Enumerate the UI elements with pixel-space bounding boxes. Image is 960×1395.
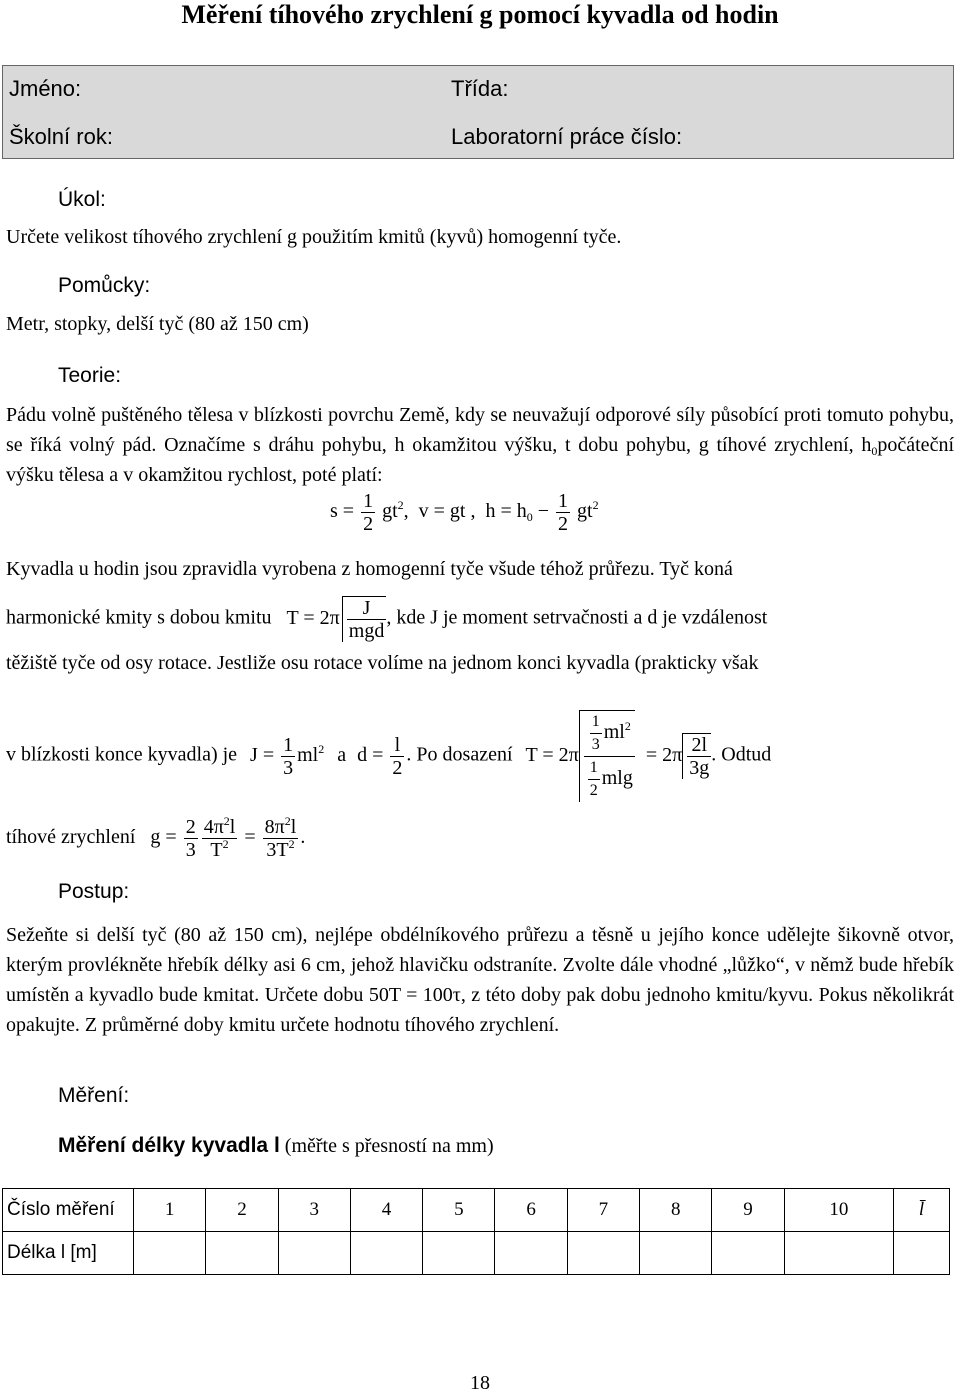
student-info-box bbox=[2, 65, 954, 159]
length-measurement-table bbox=[2, 1188, 950, 1275]
table-header-cell: 2 bbox=[206, 1189, 278, 1232]
tools-text: Metr, stopky, delší tyč (80 až 150 cm) bbox=[6, 313, 309, 335]
table-header-cell: 1 bbox=[134, 1189, 206, 1232]
substitution-line: v blízkosti konce kyvadla) je J = $\frac{1}{3}$ $ml^2$ a d = $\frac{l}{2}$ . Po dosazení T = 2π $\frac{1}{3}$ $ml^2$ $\frac{1}{2}$ mlg = 2π $\frac{2l}{3g}$ . Odtud bbox=[6, 710, 954, 802]
theory-paragraph-4: těžiště tyče od osy rotace. Jestliže osu rotace volíme na jednom konci kyvadla (prakticky však bbox=[6, 652, 759, 674]
measurement-heading: Měření: bbox=[58, 1084, 130, 1107]
measurement-subheading: Měření délky kyvadla l (měřte s přesností na mm) bbox=[58, 1134, 494, 1157]
table-header-cell: 3 bbox=[278, 1189, 350, 1232]
theory-heading: Teorie: bbox=[58, 364, 122, 387]
procedure-text: Sežeňte si delší tyč (80 až 150 cm), nejlépe obdélníkového průřezu a těsně u jejího konce udělejte šikovně otvor, kterým provlékněte hřebík délky asi 6 cm, jehož hlavičku odstraníte. Zvolte dále vhodné „lůžko“, v němž bude hřebík umístěn a kyvadlo bude kmitat. Určete dobu 50T = 100τ, z této doby pak dobu jednoho kmitu/kyvu. Pokus několikrát opakujte. Z průměrné doby kmitu určete hodnotu tíhového zrychlení. bbox=[6, 924, 955, 1036]
lab-number-label: Laboratorní práce číslo: bbox=[451, 124, 683, 149]
table-header-cell: l̄ bbox=[894, 1189, 950, 1232]
table-row-label: Délka l [m] bbox=[3, 1232, 134, 1275]
tools-heading: Pomůcky: bbox=[58, 274, 151, 297]
gravity-formula-line: tíhové zrychlení g = $\frac{2}{3}$ $\frac{4\pi^2l}{T^2}$ = $\frac{8\pi^2l}{3T^2}$ . bbox=[6, 814, 306, 861]
table-input-cell[interactable] bbox=[495, 1232, 567, 1275]
table-input-cell[interactable] bbox=[640, 1232, 712, 1275]
table-header-cell: 8 bbox=[640, 1189, 712, 1232]
table-row bbox=[3, 1189, 950, 1232]
table-header-cell: 6 bbox=[495, 1189, 567, 1232]
table-input-cell[interactable] bbox=[712, 1232, 784, 1275]
table-input-cell[interactable] bbox=[206, 1232, 278, 1275]
table-header-cell: 9 bbox=[712, 1189, 784, 1232]
theory-paragraph-2: Kyvadla u hodin jsou zpravidla vyrobena z homogenní tyče všude téhož průřezu. Tyč koná bbox=[6, 558, 733, 580]
table-input-cell[interactable] bbox=[134, 1232, 206, 1275]
table-input-cell[interactable] bbox=[567, 1232, 639, 1275]
table-row-label: Číslo měření bbox=[3, 1189, 134, 1232]
table-input-cell[interactable] bbox=[350, 1232, 422, 1275]
table-input-cell[interactable] bbox=[278, 1232, 350, 1275]
page-title: Měření tíhového zrychlení g pomocí kyvadla od hodin bbox=[181, 0, 779, 29]
class-label: Třída: bbox=[451, 76, 509, 101]
table-row bbox=[3, 1232, 950, 1275]
table-input-cell[interactable] bbox=[423, 1232, 495, 1275]
task-heading: Úkol: bbox=[58, 188, 106, 211]
theory-paragraph-1: Pádu volně puštěného tělesa v blízkosti povrchu Země, kdy se neuvažují odporové síly působící proti tomuto pohybu, se říká volný pád. Označíme s dráhu pohybu, h okamžitou výšku, t dobu pohybu, g tíhové zrychlení, $h_0počáteční$ výšku tělesa a v okamžitou rychlost, poté platí: bbox=[6, 404, 954, 486]
table-input-cell[interactable] bbox=[894, 1232, 950, 1275]
procedure-heading: Postup: bbox=[58, 880, 130, 903]
table-header-cell: 4 bbox=[350, 1189, 422, 1232]
period-formula-line: harmonické kmity s dobou kmitu T = 2π $\frac{J}{\text{mgd}}$ , kde J je moment setrvačnosti a d je vzdálenost bbox=[6, 597, 768, 642]
table-header-cell: 7 bbox=[567, 1189, 639, 1232]
name-label: Jméno: bbox=[9, 76, 82, 101]
school-year-label: Školní rok: bbox=[9, 124, 113, 149]
page-number: 18 bbox=[470, 1372, 490, 1394]
table-header-cell: 10 bbox=[784, 1189, 893, 1232]
table-input-cell[interactable] bbox=[784, 1232, 893, 1275]
table-header-cell: 5 bbox=[423, 1189, 495, 1232]
free-fall-equations: s = $\frac{1}{2}$ $gt^2$, v = gt , $h = h_0$ − $\frac{1}{2}$ $gt^2$ bbox=[330, 490, 599, 535]
task-text: Určete velikost tíhového zrychlení g použitím kmitů (kyvů) homogenní tyče. bbox=[6, 226, 622, 248]
